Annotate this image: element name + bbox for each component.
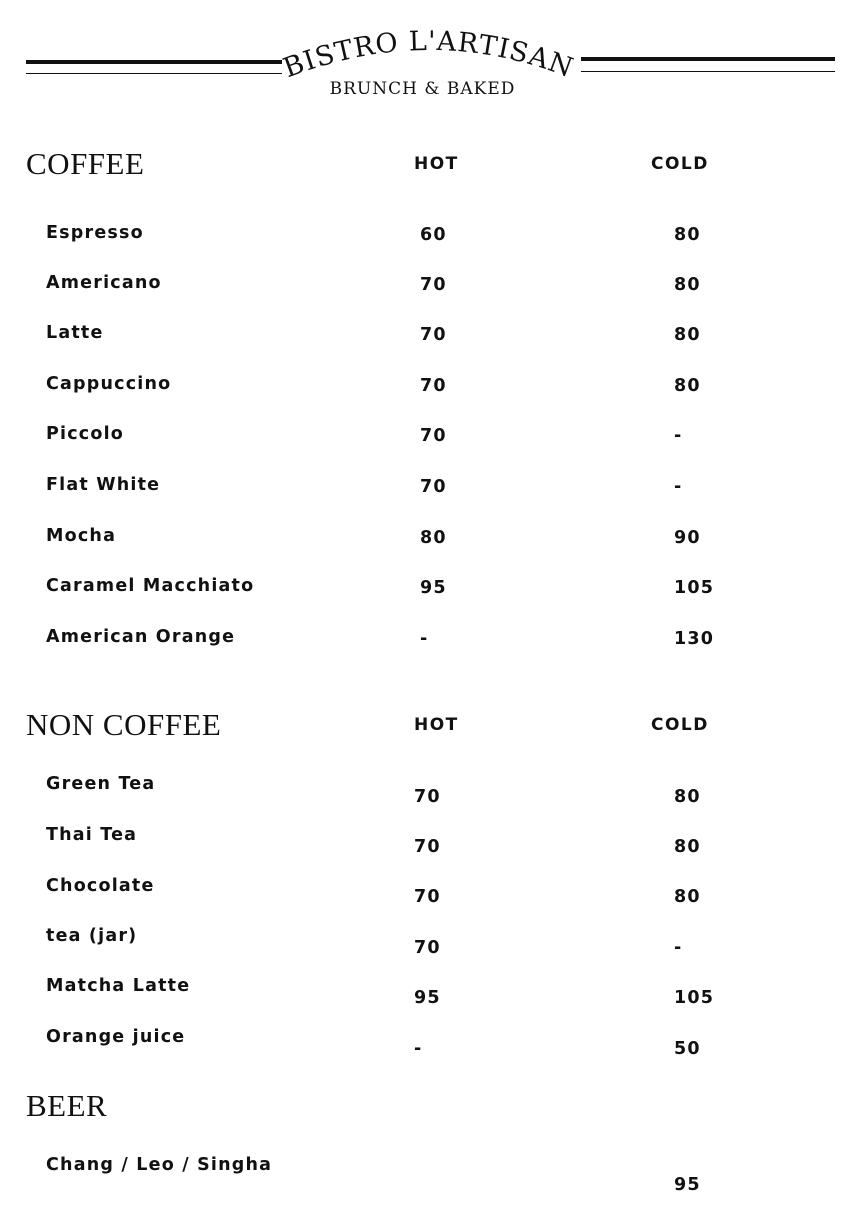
coffee-flat-white-hot: 70 [420,477,447,497]
coffee-mocha-cold: 90 [674,528,701,548]
brand-logo [270,14,590,84]
coffee-caramel-macchiato-hot: 95 [420,578,447,598]
non-coffee-chocolate-cold: 80 [674,887,701,907]
header-rule-right-thin [581,71,835,72]
coffee-item-latte: Latte [46,323,104,343]
coffee-latte-hot: 70 [420,325,447,345]
coffee-item-cappuccino: Cappuccino [46,374,172,394]
non-coffee-thai-tea-hot: 70 [414,837,441,857]
non-coffee-tea-jar-hot: 70 [414,938,441,958]
section-title-non-coffee: NON COFFEE [26,707,222,742]
brand-title: BISTRO L'ARTISAN [279,25,578,85]
coffee-americano-hot: 70 [420,275,447,295]
non-coffee-green-tea-cold: 80 [674,787,701,807]
brand-subtitle: BRUNCH & BAKED [329,79,516,99]
non-coffee-cold-header: COLD [651,715,709,735]
coffee-latte-cold: 80 [674,325,701,345]
coffee-item-american-orange: American Orange [46,627,236,647]
coffee-cappuccino-cold: 80 [674,376,701,396]
non-coffee-matcha-latte-hot: 95 [414,988,441,1008]
beer-item-chang-leo-singha: Chang / Leo / Singha [46,1155,273,1175]
coffee-cold-header: COLD [651,154,709,174]
non-coffee-hot-header: HOT [414,715,459,735]
beer-chang-leo-singha-price: 95 [674,1175,701,1195]
non-coffee-green-tea-hot: 70 [414,787,441,807]
coffee-item-flat-white: Flat White [46,475,161,495]
coffee-item-mocha: Mocha [46,526,117,546]
non-coffee-tea-jar-cold: - [674,938,683,958]
non-coffee-item-tea-jar: tea (jar) [46,926,138,946]
header-rule-left-thick [26,60,282,64]
non-coffee-item-matcha-latte: Matcha Latte [46,976,191,996]
coffee-espresso-hot: 60 [420,225,447,245]
non-coffee-orange-juice-cold: 50 [674,1039,701,1059]
non-coffee-matcha-latte-cold: 105 [674,988,715,1008]
coffee-caramel-macchiato-cold: 105 [674,578,715,598]
section-title-coffee: COFFEE [26,146,145,181]
coffee-item-americano: Americano [46,273,162,293]
coffee-item-espresso: Espresso [46,223,144,243]
coffee-american-orange-cold: 130 [674,629,715,649]
non-coffee-item-thai-tea: Thai Tea [46,825,138,845]
coffee-americano-cold: 80 [674,275,701,295]
coffee-flat-white-cold: - [674,477,683,497]
coffee-item-caramel-macchiato: Caramel Macchiato [46,576,255,596]
coffee-item-piccolo: Piccolo [46,424,125,444]
non-coffee-item-orange-juice: Orange juice [46,1027,186,1047]
coffee-cappuccino-hot: 70 [420,376,447,396]
non-coffee-item-chocolate: Chocolate [46,876,155,896]
coffee-piccolo-cold: - [674,426,683,446]
coffee-espresso-cold: 80 [674,225,701,245]
coffee-american-orange-hot: - [420,629,429,649]
header-rule-right-thick [581,57,835,61]
non-coffee-item-green-tea: Green Tea [46,774,156,794]
non-coffee-thai-tea-cold: 80 [674,837,701,857]
header-rule-left-thin [26,73,282,74]
coffee-piccolo-hot: 70 [420,426,447,446]
menu-header [0,0,861,110]
non-coffee-orange-juice-hot: - [414,1039,423,1059]
coffee-mocha-hot: 80 [420,528,447,548]
section-title-beer: BEER [26,1088,108,1123]
non-coffee-chocolate-hot: 70 [414,887,441,907]
coffee-hot-header: HOT [414,154,459,174]
